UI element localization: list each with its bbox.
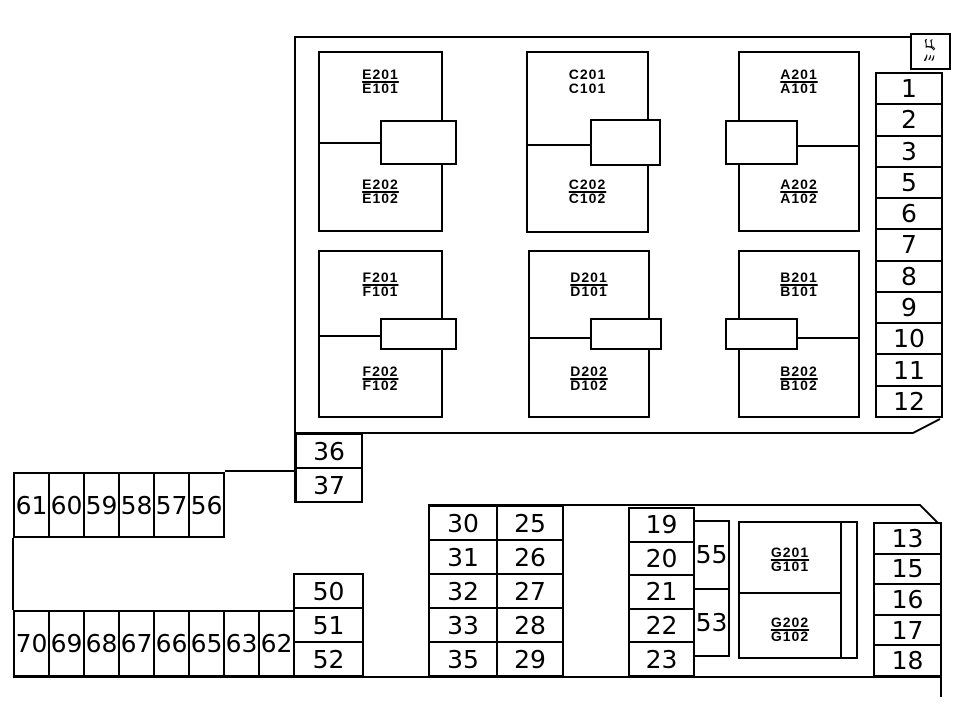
parking-space: 11	[877, 353, 941, 384]
building-E-stairwell	[380, 120, 457, 165]
parking-space: 29	[496, 641, 562, 675]
building-F-stairwell	[380, 318, 457, 350]
parking-space: 36	[313, 436, 345, 466]
parking-space: 1	[901, 74, 917, 104]
parking-space: 25	[496, 507, 562, 539]
parking-space: 67	[118, 612, 153, 675]
parking-space: 10	[877, 322, 941, 353]
parking-block-25-35	[428, 505, 564, 677]
building-G	[738, 521, 858, 659]
building-B-lower-label: B202 B102	[780, 363, 818, 393]
parking-space: 20	[630, 541, 693, 575]
parking-space: 16	[875, 583, 940, 614]
parking-column-13-18	[873, 522, 942, 677]
parking-space: 56	[188, 474, 223, 536]
building-C-stairwell	[590, 119, 661, 166]
building-B-stairwell	[725, 318, 798, 350]
parking-space: 30	[447, 508, 479, 538]
parking-space: 37	[297, 467, 361, 501]
building-C-lower-label: C202 C102	[568, 176, 607, 206]
parking-space: 8	[877, 260, 941, 291]
parking-space: 55	[695, 540, 728, 570]
parking-space: 52	[295, 641, 362, 675]
parking-space: 58	[118, 474, 153, 536]
parking-space: 21	[630, 574, 693, 608]
parking-space: 22	[630, 608, 693, 642]
corridor-divider	[840, 523, 842, 657]
parking-space: 32	[430, 573, 496, 607]
parking-space: 61	[15, 490, 48, 520]
parking-column-19-23	[628, 507, 695, 677]
parking-space: 66	[153, 612, 188, 675]
building-F-upper-label: F201 F101	[362, 269, 399, 299]
building-D-upper-label: D201 D101	[570, 269, 608, 299]
parking-space: 19	[645, 510, 678, 540]
parking-row-61-56	[13, 472, 225, 538]
parking-space: 70	[15, 629, 48, 658]
building-F-lower-label: F202 F102	[362, 363, 399, 393]
parking-space: 18	[875, 644, 940, 675]
parking-space: 17	[875, 614, 940, 645]
parking-space: 53	[695, 588, 728, 656]
parking-space: 57	[153, 474, 188, 536]
parking-space: 62	[258, 612, 293, 675]
parking-space: 65	[188, 612, 223, 675]
garbage-station-box	[910, 33, 951, 70]
parking-space: 59	[83, 474, 118, 536]
parking-space: 13	[891, 523, 924, 553]
garbage-station-label: ゴミ	[921, 37, 937, 66]
parking-column-1-12	[875, 72, 943, 418]
parking-space: 27	[496, 573, 562, 607]
building-D-stairwell	[590, 318, 662, 350]
parking-space: 68	[83, 612, 118, 675]
parking-space: 6	[877, 197, 941, 228]
building-G-lower-label: G202 G102	[770, 614, 810, 644]
building-A-lower-label: A202 A102	[780, 176, 818, 206]
parking-space: 3	[877, 135, 941, 166]
parking-space: 60	[48, 474, 83, 536]
parking-space: 35	[430, 641, 496, 675]
building-C-upper-label: C201 C101	[568, 66, 607, 96]
building-B-upper-label: B201 B101	[780, 269, 818, 299]
parking-space: 5	[877, 166, 941, 197]
parking-space: 50	[312, 576, 345, 606]
floor-divider	[740, 592, 840, 594]
parking-column-50-52	[293, 573, 364, 677]
parking-space: 23	[630, 641, 693, 675]
parking-column-36-37	[295, 433, 363, 503]
parking-space: 2	[877, 103, 941, 134]
parking-column-55-53	[693, 520, 730, 657]
parking-space: 28	[496, 607, 562, 641]
building-G-upper-label: G201 G101	[770, 544, 810, 574]
building-E-lower-label: E202 E102	[362, 176, 399, 206]
building-A-upper-label: A201 A101	[780, 66, 818, 96]
parking-space: 26	[496, 539, 562, 573]
parking-space: 7	[877, 228, 941, 259]
parking-space: 63	[223, 612, 258, 675]
building-A-stairwell	[725, 120, 798, 165]
parking-space: 9	[877, 291, 941, 322]
parking-space: 12	[877, 385, 941, 416]
building-D-lower-label: D202 D102	[570, 363, 608, 393]
parking-space: 51	[295, 607, 362, 641]
parking-space: 31	[430, 539, 496, 573]
parking-space: 69	[48, 612, 83, 675]
parking-space: 15	[875, 553, 940, 584]
parking-row-70-62	[13, 610, 295, 677]
parking-space: 33	[430, 607, 496, 641]
building-E-upper-label: E201 E101	[362, 66, 399, 96]
